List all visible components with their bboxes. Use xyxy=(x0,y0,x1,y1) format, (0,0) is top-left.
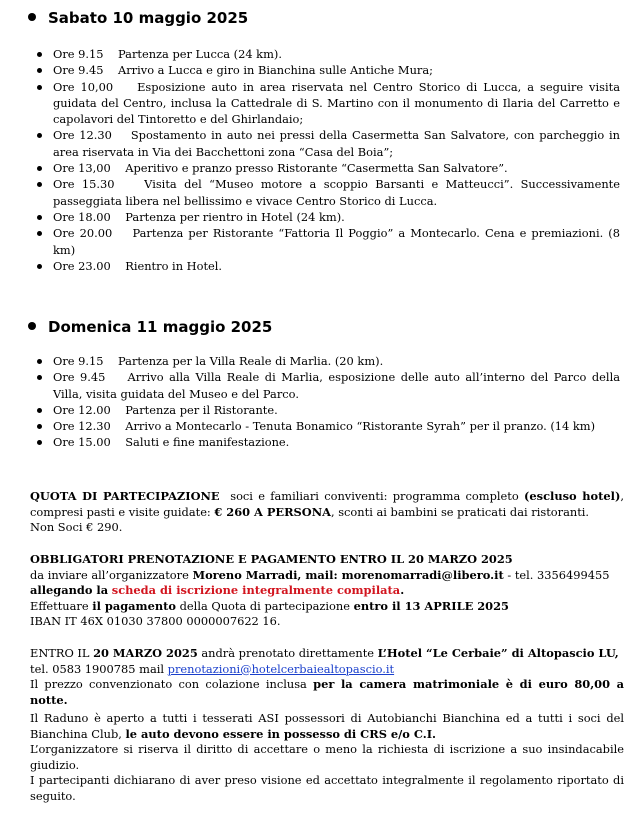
schedule-item xyxy=(0,369,630,402)
schedule-item xyxy=(0,209,630,225)
schedule-item xyxy=(0,225,630,258)
rules-paragraph: Il Raduno è aperto a tutti i tesserati ASI possessori di Autobianchi Bianchina ed a tutti i soci del Bianchina Club, le auto devono essere in possesso di CRS e/o C.I. L’organizzatore si riserva il diritto di accettare o meno la richiesta di iscrizione a suo insindacabile giudizio. I partecipanti dichiarano di aver preso visione ed accettato integralmente il regolamento riportato di seguito. xyxy=(30,711,624,803)
schedule-item xyxy=(0,62,630,78)
schedule-text: Partenza per la Villa Reale di Marlia. (20 km). xyxy=(118,354,384,368)
schedule-item xyxy=(0,160,630,176)
day1-schedule xyxy=(0,46,630,274)
schedule-text: Arrivo a Lucca e giro in Bianchina sulle Antiche Mura; xyxy=(118,63,433,78)
schedule-time: Ore 10,00 xyxy=(53,79,114,94)
quota-paragraph: QUOTA DI PARTECIPAZIONE soci e familiari conviventi: programma completo (escluso hotel), compresi pasti e visite guidate: € 260 A PERSONA, sconti ai bambini se praticati dai ristoranti. Non Soci € 290. xyxy=(30,489,624,534)
schedule-time: Ore 9.15 xyxy=(53,354,104,368)
schedule-text: Aperitivo e pranzo presso Ristorante “Casermetta San Salvatore”. xyxy=(125,161,508,176)
schedule-text: Arrivo a Montecarlo - Tenuta Bonamico “Ristorante Syrah” per il pranzo. (14 km) xyxy=(125,419,596,434)
schedule-text: Rientro in Hotel. xyxy=(125,258,223,273)
schedule-text: Arrivo alla Villa Reale di Marlia, esposizione delle auto all’interno del Parco della Villa, visita guidata del Museo e del Parco. xyxy=(53,370,621,401)
schedule-time: Ore 12.30 xyxy=(53,419,111,434)
schedule-text: Partenza per il Ristorante. xyxy=(125,402,278,417)
schedule-item xyxy=(0,353,630,369)
schedule-item xyxy=(0,434,630,450)
schedule-text: Spostamento in auto nei pressi della Casermetta San Salvatore, con parcheggio in area riservata in Via dei Bacchettoni zona “Casa del Boia”; xyxy=(53,128,621,159)
schedule-time: Ore 15.00 xyxy=(53,435,111,450)
schedule-item xyxy=(0,402,630,418)
schedule-time: Ore 12.00 xyxy=(53,402,111,417)
schedule-text: Partenza per Lucca (24 km). xyxy=(118,47,282,61)
day2-schedule xyxy=(0,353,630,451)
schedule-time: Ore 9.15 xyxy=(53,47,104,61)
schedule-time: Ore 12.30 xyxy=(53,128,112,143)
schedule-text: Partenza per rientro in Hotel (24 km). xyxy=(125,209,345,224)
schedule-text: Partenza per Ristorante “Fattoria Il Poggio” a Montecarlo. Cena e premiazioni. (8 km) xyxy=(53,226,621,257)
hotel-paragraph: ENTRO IL 20 MARZO 2025 andrà prenotato direttamente L’Hotel “Le Cerbaie” di Altopascio LU, tel. 0583 1900785 mail prenotazioni@hotelcerbaiealtopascio.it Il prezzo convenzionato con colazione inclusa per la camera matrimoniale è di euro 80,00 a notte. xyxy=(30,646,625,707)
schedule-text: Saluti e fine manifestazione. xyxy=(125,435,290,450)
schedule-text: Visita del “Museo motore a scoppio Barsanti e Matteucci”. Successivamente passeggiata libera nel bellissimo e vivace Centro Storico di Lucca. xyxy=(53,177,620,208)
schedule-time: Ore 13,00 xyxy=(53,161,111,176)
schedule-text: Esposizione auto in area riservata nel Centro Storico di Lucca, a seguire visita guidata del Centro, inclusa la Cattedrale di S. Martino con il monumento di Ilaria del Carretto e capolavori del Tintoretto e del Ghirlandaio; xyxy=(53,79,620,127)
day1-heading: Sabato 10 maggio 2025 xyxy=(28,9,248,27)
bullet-icon xyxy=(28,322,36,330)
schedule-time: Ore 15.30 xyxy=(53,177,115,192)
schedule-time: Ore 18.00 xyxy=(53,209,111,224)
schedule-item xyxy=(0,176,630,209)
schedule-item xyxy=(0,127,630,160)
schedule-item xyxy=(0,46,630,62)
hotel-email-link[interactable]: prenotazioni@hotelcerbaiealtopascio.it xyxy=(167,661,395,676)
schedule-time: Ore 20.00 xyxy=(53,226,113,241)
schedule-time: Ore 9.45 xyxy=(53,370,106,385)
form-highlight: scheda di iscrizione integralmente compilata xyxy=(111,583,401,597)
bullet-icon xyxy=(28,13,36,21)
schedule-item xyxy=(0,418,630,434)
day2-heading: Domenica 11 maggio 2025 xyxy=(28,318,272,336)
schedule-item xyxy=(0,258,630,274)
schedule-time: Ore 9.45 xyxy=(53,63,104,78)
schedule-time: Ore 23.00 xyxy=(53,258,111,273)
booking-paragraph: OBBLIGATORI PRENOTAZIONE E PAGAMENTO ENTRO IL 20 MARZO 2025 da inviare all’organizzatore Moreno Marradi, mail: morenomarradi@libero.it - tel. 3356499455 allegando la scheda di iscrizione integralmente compilata. Effettuare il pagamento della Quota di partecipazione entro il 13 APRILE 2025 IBAN IT 46X 01030 37800 0000007622 16. xyxy=(30,552,610,628)
schedule-item xyxy=(0,79,630,128)
